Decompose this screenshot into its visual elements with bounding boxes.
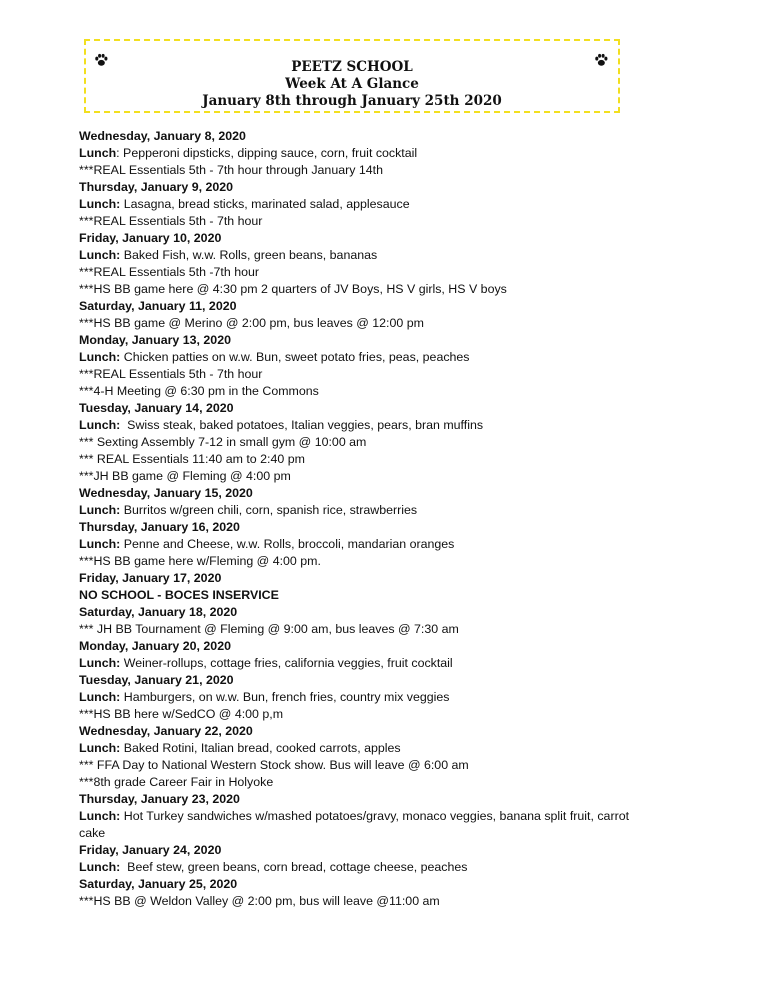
event-note: ***HS BB game @ Merino @ 2:00 pm, bus leaves @ 12:00 pm — [79, 316, 424, 330]
lunch-label: Lunch: — [79, 809, 121, 823]
lunch-label: Lunch: — [79, 656, 121, 670]
event-note: ***REAL Essentials 5th - 7th hour — [79, 367, 263, 381]
day-heading: Monday, January 13, 2020 — [79, 333, 231, 347]
day-heading: Monday, January 20, 2020 — [79, 639, 231, 653]
lunch-label: Lunch: — [79, 537, 121, 551]
day-heading: Wednesday, January 22, 2020 — [79, 724, 253, 738]
event-note: ***4-H Meeting @ 6:30 pm in the Commons — [79, 384, 319, 398]
lunch-line — [79, 655, 649, 672]
lunch-menu: Hamburgers, on w.w. Bun, french fries, country mix veggies — [120, 690, 450, 704]
header-title-block — [86, 59, 618, 110]
lunch-line — [79, 417, 649, 434]
lunch-label: Lunch: — [79, 418, 121, 432]
event-note: *** REAL Essentials 11:40 am to 2:40 pm — [79, 452, 305, 466]
event-note: *** Sexting Assembly 7-12 in small gym @ 10:00 am — [79, 435, 367, 449]
event-note: *** FFA Day to National Western Stock show. Bus will leave @ 6:00 am — [79, 758, 469, 772]
event-note: ***HS BB game here w/Fleming @ 4:00 pm. — [79, 554, 321, 568]
schedule-list — [79, 128, 649, 910]
lunch-label: Lunch: — [79, 248, 121, 262]
day-heading: Friday, January 17, 2020 — [79, 571, 222, 585]
lunch-line — [79, 689, 649, 706]
event-note: ***HS BB here w/SedCO @ 4:00 p,m — [79, 707, 284, 721]
lunch-menu: Chicken patties on w.w. Bun, sweet potato fries, peas, peaches — [120, 350, 470, 364]
header-subtitle: Week At A Glance — [285, 76, 419, 92]
day-heading: Thursday, January 23, 2020 — [79, 792, 240, 806]
lunch-line — [79, 502, 649, 519]
day-heading: Saturday, January 25, 2020 — [79, 877, 238, 891]
lunch-label: Lunch — [79, 146, 117, 160]
day-heading: Thursday, January 16, 2020 — [79, 520, 240, 534]
lunch-menu: Burritos w/green chili, corn, spanish rice, strawberries — [120, 503, 418, 517]
lunch-menu: Baked Fish, w.w. Rolls, green beans, bananas — [120, 248, 378, 262]
lunch-label: Lunch: — [79, 503, 121, 517]
lunch-menu: Hot Turkey sandwiches w/mashed potatoes/gravy, monaco veggies, banana split fruit, carrot cake — [79, 809, 633, 840]
lunch-line — [79, 536, 649, 553]
lunch-menu: Swiss steak, baked potatoes, Italian veggies, pears, bran muffins — [120, 418, 484, 432]
event-note: ***REAL Essentials 5th -7th hour — [79, 265, 259, 279]
lunch-line — [79, 145, 649, 162]
event-note: ***HS BB @ Weldon Valley @ 2:00 pm, bus will leave @11:00 am — [79, 894, 440, 908]
event-note: ***REAL Essentials 5th - 7th hour through January 14th — [79, 163, 383, 177]
day-heading: Tuesday, January 14, 2020 — [79, 401, 234, 415]
event-note: ***REAL Essentials 5th - 7th hour — [79, 214, 263, 228]
lunch-label: Lunch: — [79, 860, 121, 874]
day-heading: Saturday, January 18, 2020 — [79, 605, 238, 619]
lunch-line — [79, 859, 649, 876]
date-range: January 8th through January 25th 2020 — [202, 93, 502, 109]
day-heading: Tuesday, January 21, 2020 — [79, 673, 234, 687]
lunch-line — [79, 808, 649, 842]
lunch-menu: Weiner-rollups, cottage fries, california veggies, fruit cocktail — [120, 656, 453, 670]
lunch-menu: Baked Rotini, Italian bread, cooked carrots, apples — [120, 741, 401, 755]
day-heading: Wednesday, January 8, 2020 — [79, 129, 246, 143]
school-name: PEETZ SCHOOL — [291, 59, 413, 75]
lunch-label: Lunch: — [79, 690, 121, 704]
lunch-line — [79, 247, 649, 264]
lunch-label: Lunch: — [79, 197, 121, 211]
lunch-menu: Lasagna, bread sticks, marinated salad, applesauce — [120, 197, 410, 211]
lunch-menu: : Pepperoni dipsticks, dipping sauce, corn, fruit cocktail — [116, 146, 418, 160]
event-note: ***HS BB game here @ 4:30 pm 2 quarters of JV Boys, HS V girls, HS V boys — [79, 282, 507, 296]
lunch-label: Lunch: — [79, 741, 121, 755]
event-note: ***8th grade Career Fair in Holyoke — [79, 775, 274, 789]
event-note: *** JH BB Tournament @ Fleming @ 9:00 am, bus leaves @ 7:30 am — [79, 622, 459, 636]
day-heading: Wednesday, January 15, 2020 — [79, 486, 253, 500]
day-heading: Friday, January 24, 2020 — [79, 843, 222, 857]
day-heading: Saturday, January 11, 2020 — [79, 299, 237, 313]
day-heading: Friday, January 10, 2020 — [79, 231, 222, 245]
notice-line: NO SCHOOL - BOCES INSERVICE — [79, 588, 279, 602]
lunch-line — [79, 349, 649, 366]
lunch-line — [79, 740, 649, 757]
lunch-menu: Penne and Cheese, w.w. Rolls, broccoli, mandarian oranges — [120, 537, 455, 551]
day-heading: Thursday, January 9, 2020 — [79, 180, 234, 194]
header-box — [84, 39, 620, 113]
lunch-label: Lunch: — [79, 350, 121, 364]
lunch-line — [79, 196, 649, 213]
event-note: ***JH BB game @ Fleming @ 4:00 pm — [79, 469, 291, 483]
lunch-menu: Beef stew, green beans, corn bread, cottage cheese, peaches — [120, 860, 468, 874]
